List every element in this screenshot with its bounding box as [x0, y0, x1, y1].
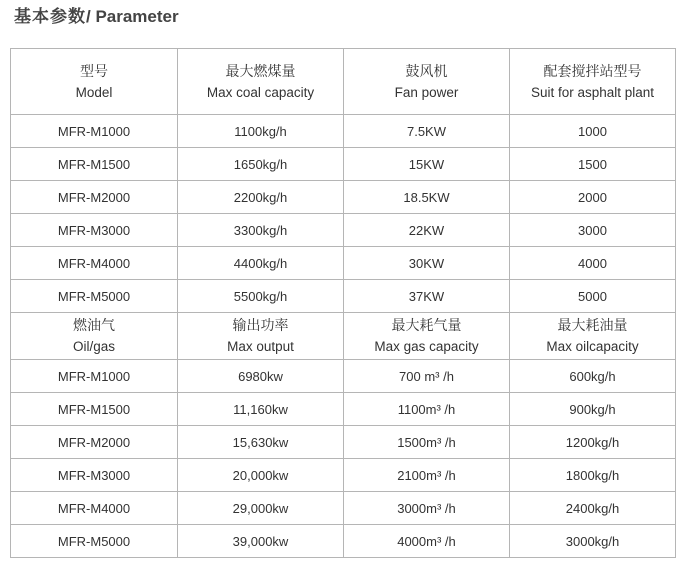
- table-cell: 1200kg/h: [510, 426, 676, 459]
- table-cell: 1500m³ /h: [344, 426, 510, 459]
- header-cell-asphalt-plant: [510, 49, 676, 115]
- header-zh: 最大燃煤量: [225, 63, 296, 80]
- header-en: Model: [75, 84, 113, 100]
- header-zh: 配套搅拌站型号: [543, 63, 642, 80]
- table-cell: 30KW: [344, 247, 510, 280]
- table-row: [11, 214, 676, 247]
- table-row: [11, 360, 676, 393]
- table-row: [11, 181, 676, 214]
- table-row: [11, 148, 676, 181]
- header-en: Suit for asphalt plant: [530, 84, 655, 100]
- header-zh: 最大耗油量: [557, 318, 628, 334]
- table-cell: MFR-M1000: [11, 360, 178, 393]
- table-cell: MFR-M4000: [11, 492, 178, 525]
- parameter-table: [10, 48, 676, 558]
- header-cell-model: [11, 49, 178, 115]
- table-cell: MFR-M1500: [11, 148, 178, 181]
- header-cell-oil-gas: [11, 313, 178, 360]
- header-en: Max oilcapacity: [546, 339, 639, 354]
- table-cell: 4400kg/h: [178, 247, 344, 280]
- table-cell: 2100m³ /h: [344, 459, 510, 492]
- header-en: Max coal capacity: [206, 84, 315, 100]
- table-cell: 6980kw: [178, 360, 344, 393]
- header-en: Fan power: [394, 84, 459, 100]
- table-cell: MFR-M3000: [11, 214, 178, 247]
- table-cell: 37KW: [344, 280, 510, 313]
- table-cell: 15,630kw: [178, 426, 344, 459]
- table-cell: 1650kg/h: [178, 148, 344, 181]
- table-cell: 15KW: [344, 148, 510, 181]
- table-cell: 1000: [510, 115, 676, 148]
- header-row-oil-gas: [11, 313, 676, 360]
- header-cell-fan-power: [344, 49, 510, 115]
- header-en: Max output: [227, 339, 294, 354]
- header-en: Oil/gas: [72, 339, 116, 354]
- table-cell: 11,160kw: [178, 393, 344, 426]
- table-cell: MFR-M2000: [11, 426, 178, 459]
- table-cell: 900kg/h: [510, 393, 676, 426]
- header-zh: 输出功率: [232, 318, 289, 334]
- table-cell: 39,000kw: [178, 525, 344, 558]
- table-cell: MFR-M1500: [11, 393, 178, 426]
- table-cell: 4000m³ /h: [344, 525, 510, 558]
- heading-chinese: 基本参数: [14, 7, 86, 27]
- table-cell: MFR-M4000: [11, 247, 178, 280]
- header-en: Max gas capacity: [374, 339, 479, 354]
- table-cell: 1800kg/h: [510, 459, 676, 492]
- table-cell: 3000kg/h: [510, 525, 676, 558]
- section-heading: [14, 5, 179, 29]
- table-row: [11, 426, 676, 459]
- table-cell: 700 m³ /h: [344, 360, 510, 393]
- table-cell: 4000: [510, 247, 676, 280]
- table-cell: MFR-M5000: [11, 525, 178, 558]
- table-row: [11, 247, 676, 280]
- table-cell: 1100kg/h: [178, 115, 344, 148]
- table-cell: 2000: [510, 181, 676, 214]
- table-row: [11, 115, 676, 148]
- header-cell-max-output: [178, 313, 344, 360]
- table-cell: 1500: [510, 148, 676, 181]
- table-cell: 2400kg/h: [510, 492, 676, 525]
- table-cell: 5000: [510, 280, 676, 313]
- table-cell: 3300kg/h: [178, 214, 344, 247]
- header-zh: 鼓风机: [405, 63, 448, 80]
- header-zh: 最大耗气量: [391, 318, 462, 334]
- header-zh: 燃油气: [73, 318, 115, 334]
- table-cell: MFR-M3000: [11, 459, 178, 492]
- heading-english: / Parameter: [86, 7, 179, 26]
- table-row: [11, 459, 676, 492]
- header-cell-max-gas: [344, 313, 510, 360]
- table-cell: MFR-M2000: [11, 181, 178, 214]
- table-cell: MFR-M1000: [11, 115, 178, 148]
- table-row: [11, 280, 676, 313]
- table-cell: 1100m³ /h: [344, 393, 510, 426]
- table-cell: 3000: [510, 214, 676, 247]
- table-cell: 600kg/h: [510, 360, 676, 393]
- header-cell-max-coal: [178, 49, 344, 115]
- table-cell: 18.5KW: [344, 181, 510, 214]
- header-zh: 型号: [80, 63, 108, 80]
- table-cell: 5500kg/h: [178, 280, 344, 313]
- table-row: [11, 393, 676, 426]
- table-row: [11, 492, 676, 525]
- table-cell: 7.5KW: [344, 115, 510, 148]
- header-cell-max-oil: [510, 313, 676, 360]
- table-cell: 22KW: [344, 214, 510, 247]
- table-cell: 3000m³ /h: [344, 492, 510, 525]
- table-cell: 2200kg/h: [178, 181, 344, 214]
- table-cell: MFR-M5000: [11, 280, 178, 313]
- table-cell: 20,000kw: [178, 459, 344, 492]
- table-row: [11, 525, 676, 558]
- table-cell: 29,000kw: [178, 492, 344, 525]
- header-row-coal: [11, 49, 676, 115]
